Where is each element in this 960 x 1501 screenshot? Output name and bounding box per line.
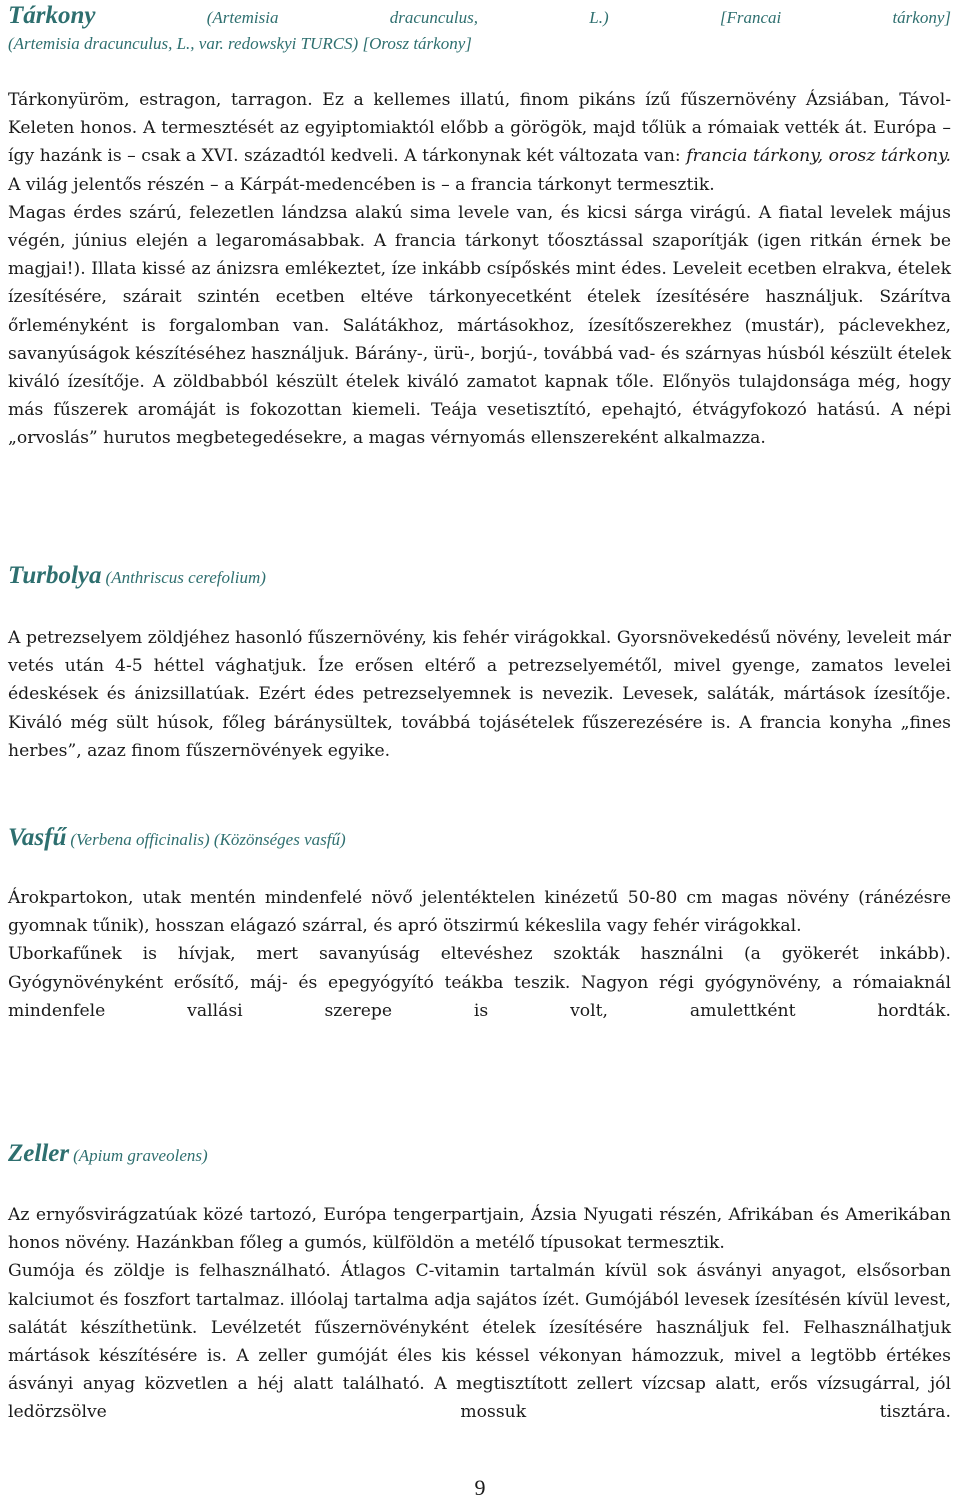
tarkony-heading — [8, 2, 951, 32]
tarkony-paragraph-1 — [8, 86, 951, 199]
zeller-paragraph-2: Gumója és zöldje is felhasználható. Átlagos C-vitamin tartalmán kívül sok ásványi anyagot, elsősorban kalciumot és foszfort tartalmaz. illóolaj tartalma adja sajátos ízét. Gumójából levesek ízesítésén kívül levest, salátát készíthetünk. Levélzetét fűszernövényként ételek ízesítésére használjuk fel. Felhasználhatjuk mártások készítésére is. A zeller gumóját éles kis késsel vékonyan hámozzuk, mivel a legtöbb értékes ásványi anyag közvetlen a héj alatt található. A megtisztított zellert vízcsap alatt, erős vízsugárral, jól ledörzsölve mossuk tisztára. — [8, 1261, 951, 1423]
section-tarkony — [8, 2, 951, 56]
turbolya-title: Turbolya — [8, 562, 102, 589]
tarkony-latin-3: L.) — [589, 8, 609, 27]
zeller-paragraph-1: Az ernyősvirágzatúak közé tartozó, Európa tengerpartjain, Ázsia Nyugati részén, Afrikában és Amerikában honos növény. Hazánkban főleg a gumós, külföldön a metélő típusokat termesztik. — [8, 1205, 951, 1254]
turbolya-latin: (Anthriscus cerefolium) — [105, 568, 266, 587]
page-number: 9 — [474, 1475, 486, 1500]
zeller-latin: (Apium graveolens) — [73, 1146, 208, 1165]
turbolya-body — [8, 624, 951, 765]
zeller-heading — [8, 1140, 951, 1168]
vasfu-heading — [8, 824, 951, 852]
tarkony-subheading: (Artemisia dracunculus, L., var. redowskyi TURCS) [Orosz tárkony] — [8, 34, 472, 53]
tarkony-body — [8, 86, 951, 453]
tarkony-latin-1: (Artemisia — [206, 8, 279, 27]
turbolya-paragraph-1: A petrezselyem zöldjéhez hasonló fűszernövény, kis fehér virágokkal. Gyorsnövekedésű növény, leveleit már vetés után 4-5 héttel vághatjuk. Íze erősen eltérő a petrezselyemétől, mivel gyenge, zamatos levelei édeskések és ánizsillatúak. Ezért édes petrezselyemnek is nevezik. Levesek, saláták, mártások ízesítője. Kiváló még sült húsok, főleg báránysültek, továbbá tojásételek fűszerezésére is. A francia konyha „fines herbes”, azaz finom fűszernövények egyike. — [8, 628, 951, 761]
tarkony-p1-a: Tárkonyüröm, estragon, tarragon. Ez a kellemes illatú, finom pikáns ízű fűszernövény Ázsiában, Távol-Keleten honos. A termesztését az egyiptomiaktól előbb a görögök, majd tőlük a rómaiak vették át. Európa – így hazánk is – csak a XVI. századtól kedveli. A tárkonynak két változata van: — [8, 90, 951, 167]
turbolya-heading — [8, 562, 951, 590]
tarkony-latin-2: dracunculus, — [389, 8, 479, 27]
tarkony-p1-italic: francia tárkony, orosz tárkony. — [686, 146, 952, 167]
tarkony-latin-4: [Francai — [719, 8, 782, 27]
tarkony-title: Tárkony — [8, 2, 96, 29]
tarkony-p1-b: A világ jelentős részén – a Kárpát-medencében is – a francia tárkonyt termesztik. — [8, 174, 715, 195]
vasfu-paragraph-2: Uborkafűnek is hívjak, mert savanyúság eltevéshez szokták használni (a gyökerét inkább). Gyógynövényként erősítő, máj- és epegyógyító teákba teszik. Nagyon régi gyógynövény, a rómaiaknál mindenfele vallási szerepe is volt, amulettként hordták. — [8, 944, 951, 1021]
zeller-body — [8, 1201, 951, 1427]
vasfu-paragraph-1: Árokpartokon, utak mentén mindenfelé növő jelentéktelen kinézetű 50-80 cm magas növény (ránézésre gyomnak tűnik), hosszan elágazó szárral, és apró ötszirmú kékeslila vagy fehér virágokkal. — [8, 888, 951, 937]
vasfu-latin: (Verbena officinalis) (Közönséges vasfű) — [70, 830, 346, 849]
tarkony-paragraph-2: Magas érdes szárú, felezetlen lándzsa alakú sima levele van, és kicsi sárga virágú. A fiatal levelek május végén, június elején a legaromásabbak. A francia tárkonyt tőosztással szaporítják (igen ritkán érnek be magjai!). Illata kissé az ánizsra emlékeztet, íze inkább csípőskés mint édes. Leveleit ecetben elrakva, ételek ízesítésére, szárait szintén ecetben eltéve tárkonyecetként ételek ízesítésére használjuk. Szárítva őrleményként is forgalomban van. Salátákhoz, mártásokhoz, ízesítőszerekhez (mustár), páclevekhez, savanyúságok készítéséhez használjuk. Bárány-, ürü-, borjú-, továbbá vad- és szárnyas húsból készült ételek kiváló ízesítője. A zöldbabból készült ételek kiváló zamatot kapnak tőle. Előnyös tulajdonsága még, hogy más fűszerek aromáját is fokozottan kiemeli. Teája vesetisztító, epehajtó, étvágyfokozó hatású. A népi „orvoslás” hurutos megbetegedésekre, a magas vérnyomás ellenszereként alkalmazza. — [8, 202, 951, 449]
tarkony-latin-5: tárkony] — [892, 8, 951, 27]
zeller-title: Zeller — [8, 1140, 70, 1167]
vasfu-body — [8, 884, 951, 1025]
vasfu-title: Vasfű — [8, 824, 67, 851]
